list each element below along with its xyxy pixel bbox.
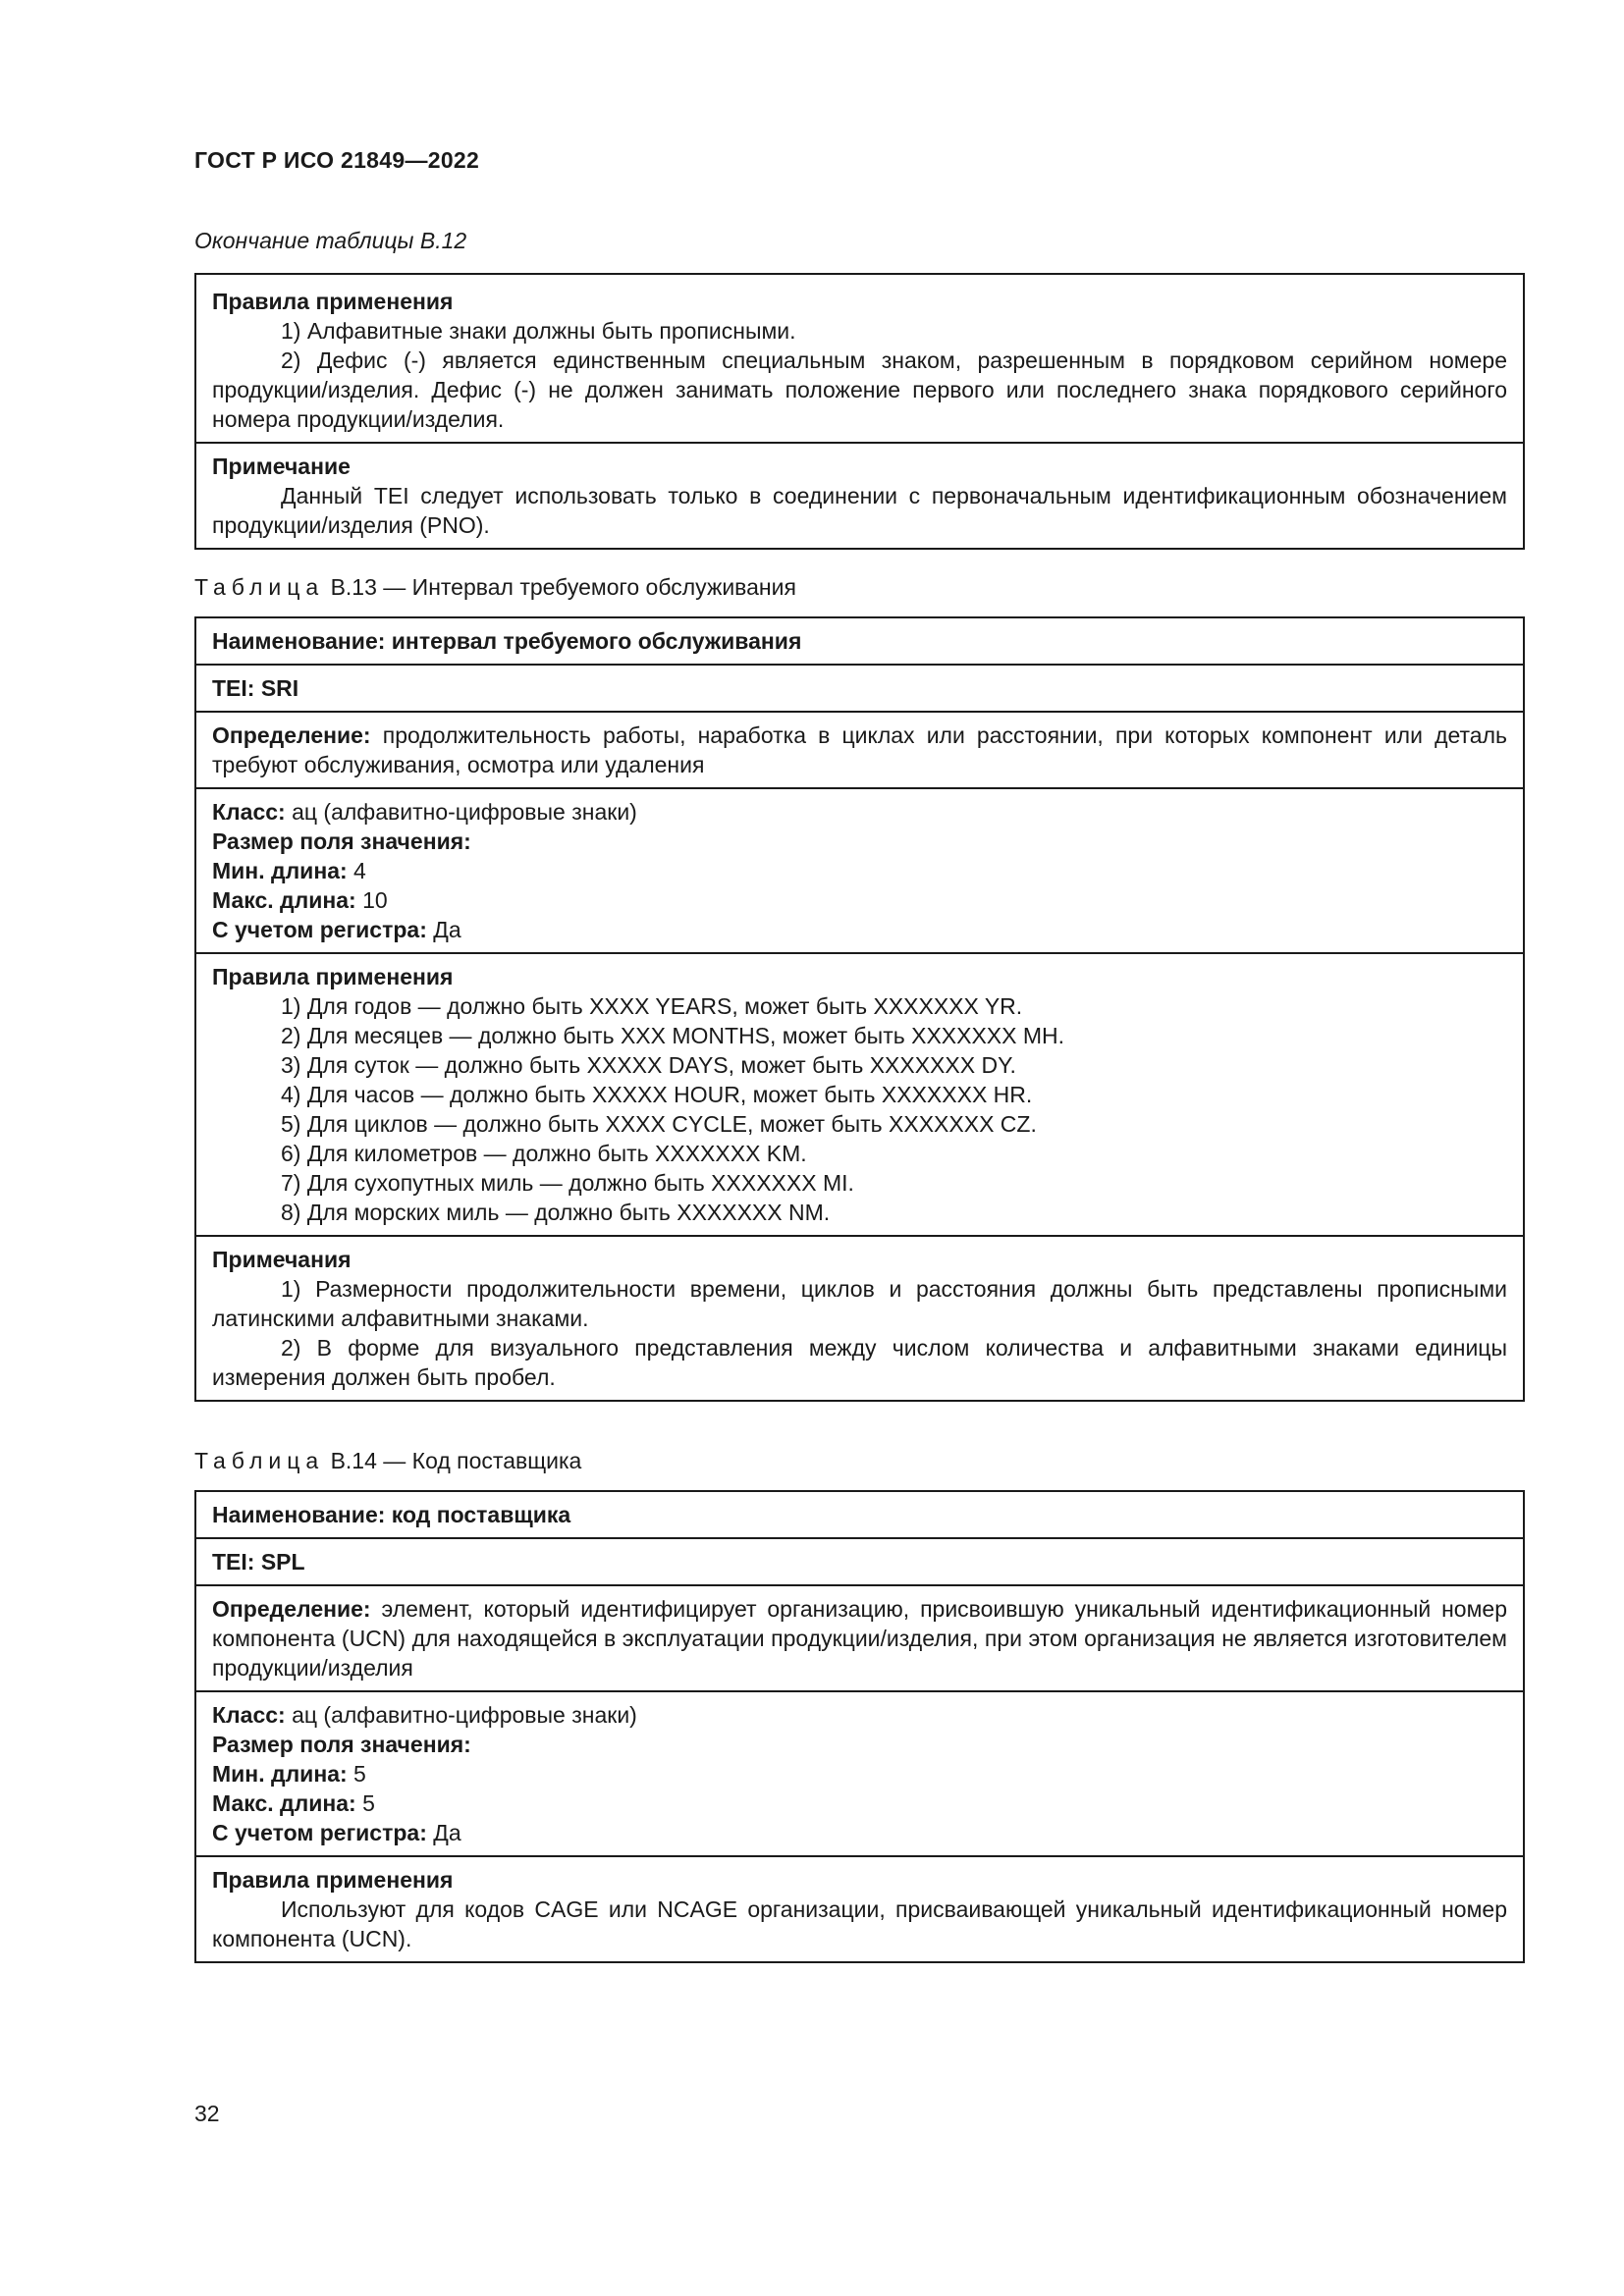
table-continuation-caption: Окончание таблицы В.12 — [194, 228, 467, 253]
max-length-value: 5 — [355, 1790, 375, 1816]
name-cell: Наименование: код поставщика — [212, 1502, 571, 1527]
max-length-label: Макс. длина: — [212, 887, 356, 913]
min-length-value: 5 — [347, 1761, 366, 1787]
note-title: Примечание — [212, 454, 351, 479]
class-value: ац (алфавитно-цифровые знаки) — [285, 1702, 637, 1728]
class-label: Класс: — [212, 1702, 286, 1728]
definition-text: продолжительность работы, наработка в циклах или расстоянии, при которых компонент или деталь требуют обслуживания, осмотра или удаления — [212, 722, 1507, 777]
tei-cell: TEI: SRI — [196, 664, 1523, 711]
rules-title: Правила применения — [212, 289, 454, 314]
case-sensitive-value: Да — [426, 1820, 461, 1845]
attributes-cell — [196, 1690, 1523, 1855]
case-sensitive-label: С учетом регистра: — [212, 1820, 427, 1845]
document-header: ГОСТ Р ИСО 21849—2022 — [194, 147, 480, 173]
max-length-label: Макс. длина: — [212, 1790, 356, 1816]
name-cell: Наименование: интервал требуемого обслуживания — [212, 628, 802, 654]
note-text: Данный TEI следует использовать только в соединении с первоначальным идентификационным обозначением продукции/изделия (PNO). — [212, 483, 1507, 538]
definition-text: элемент, который идентифицирует организацию, присвоившую уникальный идентификационный номер компонента (UCN) для находящейся в эксплуатации продукции/изделия, при этом организация не является изготовителем продукции/изделия — [212, 1596, 1507, 1681]
caption-prefix: Таблица — [194, 1448, 325, 1473]
rules-title: Правила применения — [212, 964, 454, 989]
table-b13 — [194, 616, 1525, 1402]
rule-item: 2) Для месяцев — должно быть XXX MONTHS, может быть XXXXXXX MH. — [281, 1023, 1065, 1048]
max-length-value: 10 — [355, 887, 388, 913]
rule-item: 3) Для суток — должно быть XXXXX DAYS, может быть XXXXXXX DY. — [281, 1052, 1016, 1078]
table-b14 — [194, 1490, 1525, 1963]
definition-cell — [196, 1584, 1523, 1690]
definition-label: Определение: — [212, 1596, 371, 1622]
notes-title: Примечания — [212, 1247, 352, 1272]
rule-item: 4) Для часов — должно быть XXXXX HOUR, может быть XXXXXXX HR. — [281, 1082, 1033, 1107]
note-item: 2) В форме для визуального представления между числом количества и алфавитными знаками единицы измерения должен быть пробел. — [212, 1335, 1507, 1390]
case-sensitive-value: Да — [426, 917, 461, 942]
rule-item: 1) Для годов — должно быть XXXX YEARS, может быть XXXXXXX YR. — [281, 993, 1023, 1019]
caption-text: В.13 — Интервал требуемого обслуживания — [330, 574, 796, 600]
rules-cell — [196, 952, 1523, 1235]
rule-item: 8) Для морских миль — должно быть XXXXXXX NM. — [281, 1200, 831, 1225]
rules-title: Правила применения — [212, 1867, 454, 1893]
min-length-label: Мин. длина: — [212, 1761, 348, 1787]
case-sensitive-label: С учетом регистра: — [212, 917, 427, 942]
caption-prefix: Таблица — [194, 574, 325, 600]
min-length-label: Мин. длина: — [212, 858, 348, 883]
caption-text: В.14 — Код поставщика — [330, 1448, 582, 1473]
attributes-cell — [196, 787, 1523, 952]
rules-cell — [196, 1855, 1523, 1961]
rule-item: 7) Для сухопутных миль — должно быть XXXXXXX MI. — [281, 1170, 854, 1196]
min-length-value: 4 — [347, 858, 366, 883]
rule-item: 6) Для километров — должно быть XXXXXXX KM. — [281, 1141, 807, 1166]
rule-item: 2) Дефис (-) является единственным специальным знаком, разрешенным в порядковом серийном номере продукции/изделия. Дефис (-) не должен занимать положение первого или последнего знака порядкового серийного номера продукции/изделия. — [212, 347, 1507, 432]
definition-cell — [196, 711, 1523, 787]
notes-cell — [196, 1235, 1523, 1400]
size-label: Размер поля значения: — [212, 828, 471, 854]
size-label: Размер поля значения: — [212, 1732, 471, 1757]
rules-cell — [196, 275, 1523, 442]
note-cell — [196, 442, 1523, 548]
rule-item: 5) Для циклов — должно быть XXXX CYCLE, может быть XXXXXXX CZ. — [281, 1111, 1037, 1137]
rule-item: 1) Алфавитные знаки должны быть прописными. — [281, 318, 796, 344]
class-label: Класс: — [212, 799, 286, 825]
class-value: ац (алфавитно-цифровые знаки) — [285, 799, 637, 825]
table-b14-caption — [194, 1448, 581, 1474]
rule-item: Используют для кодов CAGE или NCAGE организации, присваивающей уникальный идентификационный номер компонента (UCN). — [212, 1896, 1507, 1951]
tei-cell: TEI: SPL — [196, 1537, 1523, 1584]
table-b13-caption — [194, 574, 796, 601]
note-item: 1) Размерности продолжительности времени, циклов и расстояния должны быть представлены прописными латинскими алфавитными знаками. — [212, 1276, 1507, 1331]
definition-label: Определение: — [212, 722, 371, 748]
table-b12-end — [194, 273, 1525, 550]
page-number: 32 — [194, 2101, 220, 2126]
